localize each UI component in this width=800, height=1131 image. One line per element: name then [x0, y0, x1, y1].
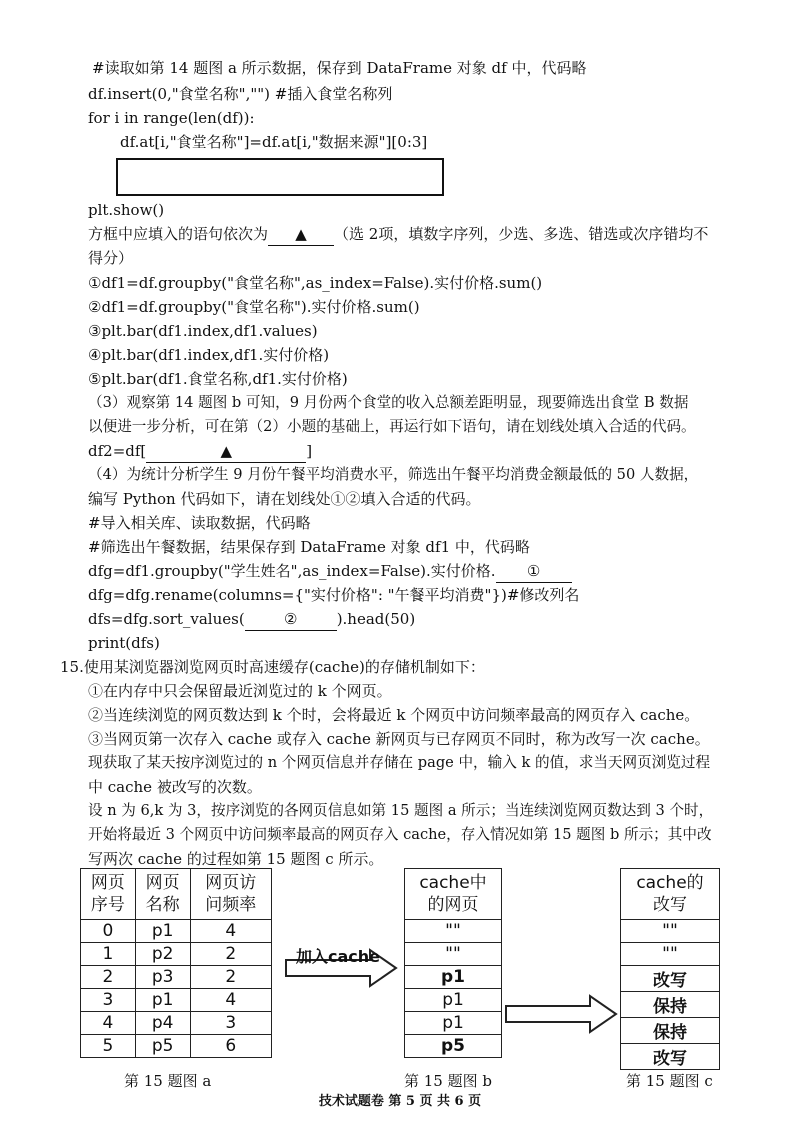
answer-blank: ▲ [146, 440, 306, 463]
text-line: （3）观察第 14 题图 b 可知，9 月份两个食堂的收入总额差距明显，现要筛选出食堂 B 数据 [88, 394, 689, 411]
table-cell: 4 [81, 1012, 136, 1035]
table-row [621, 920, 720, 943]
answer-blank-2: ② [245, 608, 337, 631]
option-2: ②df1=df.groupby("食堂名称").实付价格.sum() [88, 298, 420, 316]
option-1: ①df1=df.groupby("食堂名称",as_index=False).实付价格.sum() [88, 274, 543, 292]
table-header: cache中 的网页 [405, 869, 502, 920]
table-row [621, 966, 720, 992]
text-line: #导入相关库、读取数据，代码略 [88, 514, 311, 532]
text-line: df.insert(0,"食堂名称","") #插入食堂名称列 [88, 85, 393, 103]
question-15-title: 15.使用某浏览器浏览网页时高速缓存(cache)的存储机制如下： [60, 658, 485, 676]
table-cell: 4 [190, 989, 271, 1012]
figure-15b-table [404, 868, 502, 1058]
text-line: 中 cache 被改写的次数。 [88, 778, 262, 796]
table-cell: 2 [190, 943, 271, 966]
table-cell: 6 [190, 1035, 271, 1058]
table-cell: 4 [190, 920, 271, 943]
table-cell: 2 [190, 966, 271, 989]
table-header: cache的 改写 [621, 869, 720, 920]
text-line: print(dfs) [88, 634, 160, 652]
rule-1: ①在内存中只会保留最近浏览过的 k 个网页。 [88, 682, 392, 700]
text: dfs=dfg.sort_values( [88, 610, 245, 628]
table-header: 网页访 问频率 [190, 869, 271, 920]
text: ] [306, 442, 313, 460]
table-cell: 改写 [621, 1044, 720, 1070]
option-5: ⑤plt.bar(df1.食堂名称,df1.实付价格) [88, 370, 348, 388]
table-cell: p1 [135, 920, 190, 943]
table-cell: "" [405, 943, 502, 966]
page-footer: 技术试题卷 第 5 页 共 6 页 [318, 1094, 482, 1109]
caption-c: 第 15 题图 c [626, 1072, 713, 1090]
text-line: 开始将最近 3 个网页中访问频率最高的网页存入 cache，存入情况如第 15 题图 b 所示；其中改 [88, 826, 712, 843]
text-line: df.at[i,"食堂名称"]=df.at[i,"数据来源"][0:3] [120, 133, 428, 151]
table-row [621, 1044, 720, 1070]
table-cell: 保持 [621, 1018, 720, 1044]
text: df2=df[ [88, 442, 147, 460]
text-line: 写两次 cache 的过程如第 15 题图 c 所示。 [88, 850, 384, 868]
table-cell: 改写 [621, 966, 720, 992]
table-row [81, 989, 272, 1012]
table-row [81, 1012, 272, 1035]
table-row [81, 966, 272, 989]
table-row [405, 989, 502, 1012]
table-cell: 保持 [621, 992, 720, 1018]
text: dfg=df1.groupby("学生姓名",as_index=False).实付价格. [88, 562, 496, 580]
text-line: #读取如第 14 题图 a 所示数据，保存到 DataFrame 对象 df 中，代码略 [92, 59, 587, 77]
table-cell: "" [621, 920, 720, 943]
question-line [88, 560, 572, 583]
table-row [405, 920, 502, 943]
table-header: 网页 名称 [135, 869, 190, 920]
table-header: 网页 序号 [81, 869, 136, 920]
table-cell: p2 [135, 943, 190, 966]
option-4: ④plt.bar(df1.index,df1.实付价格) [88, 346, 330, 364]
question-line [88, 608, 415, 631]
table-cell: 1 [81, 943, 136, 966]
rule-3: ③当网页第一次存入 cache 或存入 cache 新网页与已存网页不同时，称为改写一次 cache。 [88, 730, 710, 748]
text-line: （4）为统计分析学生 9 月份午餐平均消费水平，筛选出午餐平均消费金额最低的 50 人数据， [88, 466, 699, 483]
table-row [405, 966, 502, 989]
table-row [81, 920, 272, 943]
code-answer-box [116, 158, 444, 196]
table-cell: p1 [135, 989, 190, 1012]
table-row [621, 1018, 720, 1044]
table-row [405, 943, 502, 966]
text: ).head(50) [336, 610, 416, 628]
table-cell: p5 [405, 1035, 502, 1058]
arrow-right-icon [504, 992, 620, 1036]
table-row [621, 992, 720, 1018]
table-cell: 2 [81, 966, 136, 989]
answer-blank: ▲ [268, 223, 334, 246]
table-cell: 3 [81, 989, 136, 1012]
text-line: 以便进一步分析，可在第（2）小题的基础上，再运行如下语句，请在划线处填入合适的代码。 [88, 418, 696, 435]
table-row [81, 943, 272, 966]
text-line: 得分） [88, 249, 134, 267]
question-line [88, 223, 708, 246]
text-line: 编写 Python 代码如下，请在划线处①②填入合适的代码。 [88, 490, 481, 508]
figure-15a-table [80, 868, 272, 1058]
text-line: dfg=dfg.rename(columns={"实付价格": "午餐平均消费"})#修改列名 [88, 586, 580, 604]
table-cell: p5 [135, 1035, 190, 1058]
text: 方框中应填入的语句依次为 [88, 225, 269, 243]
text-line: plt.show() [88, 201, 165, 219]
table-cell: 5 [81, 1035, 136, 1058]
table-cell: p4 [135, 1012, 190, 1035]
text-line: 设 n 为 6,k 为 3，按序浏览的各网页信息如第 15 题图 a 所示；当连续浏览网页数达到 3 个时， [88, 802, 714, 819]
table-row [621, 943, 720, 966]
arrow-label: 加入cache [296, 947, 381, 966]
table-cell: p1 [405, 966, 502, 989]
table-row [81, 1035, 272, 1058]
figure-15c-table [620, 868, 720, 1070]
table-cell: "" [621, 943, 720, 966]
caption-b: 第 15 题图 b [404, 1072, 492, 1090]
table-cell: p1 [405, 1012, 502, 1035]
table-row [405, 1012, 502, 1035]
table-cell: "" [405, 920, 502, 943]
caption-a: 第 15 题图 a [124, 1072, 212, 1090]
text: （选 2项，填数字序列，少选、多选、错选或次序错均不 [334, 225, 709, 243]
table-cell: 3 [190, 1012, 271, 1035]
table-cell: 0 [81, 920, 136, 943]
table-cell: p3 [135, 966, 190, 989]
option-3: ③plt.bar(df1.index,df1.values) [88, 322, 318, 340]
answer-blank-1: ① [496, 560, 572, 583]
text-line: #筛选出午餐数据，结果保存到 DataFrame 对象 df1 中，代码略 [88, 538, 530, 556]
table-row [405, 1035, 502, 1058]
table-cell: p1 [405, 989, 502, 1012]
question-line [88, 440, 312, 463]
text-line: for i in range(len(df)): [88, 109, 255, 127]
text-line: 现获取了某天按序浏览过的 n 个网页信息并存储在 page 中，输入 k 的值，求当天网页浏览过程 [88, 754, 711, 771]
rule-2: ②当连续浏览的网页数达到 k 个时，会将最近 k 个网页中访问频率最高的网页存入 cache。 [88, 706, 700, 724]
